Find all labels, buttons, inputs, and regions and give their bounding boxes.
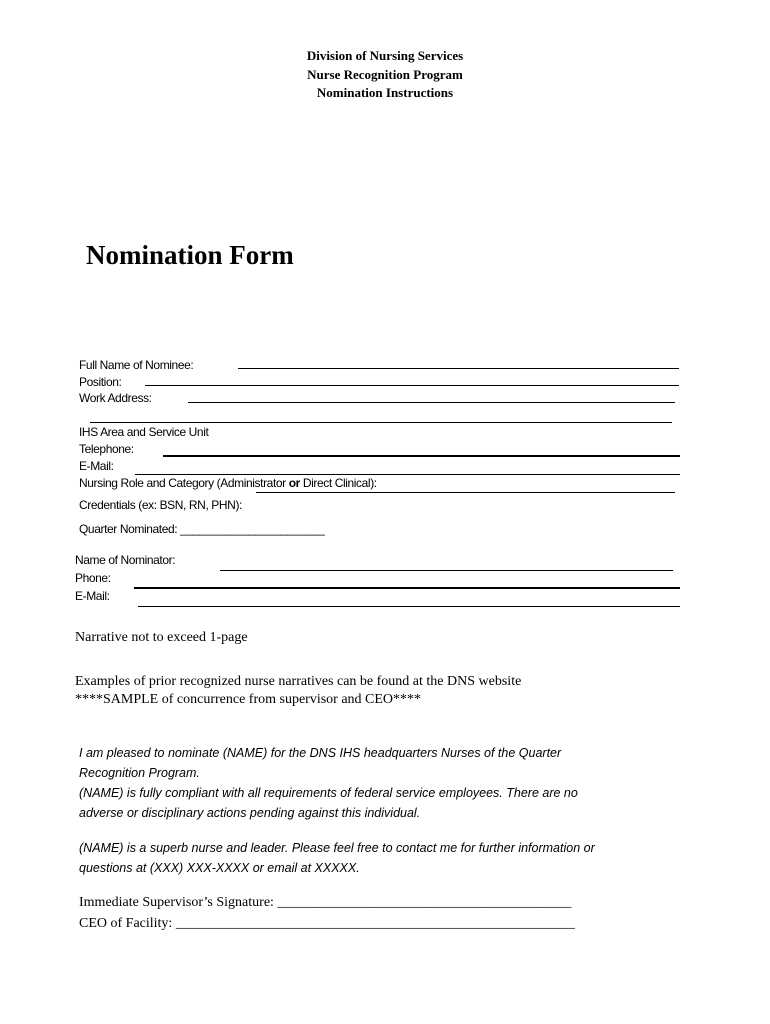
- examples-note: Examples of prior recognized nurse narratives can be found at the DNS website: [75, 674, 522, 689]
- supervisor-signature-field[interactable]: Immediate Supervisor’s Signature: __________________________________________: [79, 895, 572, 910]
- position-field[interactable]: [145, 385, 679, 386]
- sample-letter-line: questions at (XXX) XXX-XXXX or email at XXXXX.: [79, 861, 360, 875]
- sample-letter-line: (NAME) is a superb nurse and leader. Please feel free to contact me for further information or: [79, 841, 595, 855]
- work-address-field[interactable]: [188, 402, 675, 403]
- header-line-3: Nomination Instructions: [316, 85, 454, 100]
- full-name-label: Full Name of Nominee:: [79, 358, 194, 372]
- nominator-phone-field[interactable]: [134, 587, 680, 589]
- sample-letter-line: I am pleased to nominate (NAME) for the DNS IHS headquarters Nurses of the Quarter: [79, 746, 562, 760]
- nominator-email-label: E-Mail:: [75, 589, 110, 603]
- nominator-name-label: Name of Nominator:: [75, 553, 176, 567]
- nursing-role-or: or: [288, 476, 300, 490]
- email-field[interactable]: [135, 474, 680, 475]
- sample-letter-paragraph-1: [79, 743, 739, 823]
- narrative-note: Narrative not to exceed 1-page: [75, 630, 248, 645]
- header-line-1: Division of Nursing Services: [306, 48, 464, 63]
- nominator-name-field[interactable]: [220, 570, 673, 571]
- full-name-field[interactable]: [238, 368, 679, 369]
- credentials-label: Credentials (ex: BSN, RN, PHN):: [79, 498, 242, 512]
- sample-letter-paragraph-2: [79, 838, 739, 878]
- nursing-role-text-pre: Nursing Role and Category (Administrator: [79, 476, 289, 490]
- telephone-field[interactable]: [163, 455, 680, 457]
- position-label: Position:: [79, 375, 122, 389]
- work-address-label: Work Address:: [79, 391, 152, 405]
- sample-letter-line: (NAME) is fully compliant with all requirements of federal service employees. There are no: [79, 786, 578, 800]
- sample-letter-line: Recognition Program.: [79, 766, 200, 780]
- form-title: Nomination Form: [86, 240, 294, 270]
- quarter-nominated-field[interactable]: Quarter Nominated: _______________________: [79, 522, 325, 536]
- nursing-role-label: [79, 476, 377, 490]
- nursing-role-text-post: Direct Clinical):: [299, 476, 377, 490]
- work-address-field-line-2[interactable]: [90, 422, 672, 423]
- nursing-role-field[interactable]: [256, 492, 675, 493]
- sample-heading: ****SAMPLE of concurrence from supervisor and CEO****: [75, 692, 422, 707]
- telephone-label: Telephone:: [79, 442, 134, 456]
- ihs-area-label: IHS Area and Service Unit: [79, 425, 209, 439]
- nominator-phone-label: Phone:: [75, 571, 111, 585]
- nominator-email-field[interactable]: [138, 606, 680, 607]
- header-line-2: Nurse Recognition Program: [307, 67, 463, 82]
- sample-letter-line: adverse or disciplinary actions pending against this individual.: [79, 806, 421, 820]
- email-label: E-Mail:: [79, 459, 114, 473]
- ceo-signature-field[interactable]: CEO of Facility: _________________________________________________________: [79, 916, 575, 931]
